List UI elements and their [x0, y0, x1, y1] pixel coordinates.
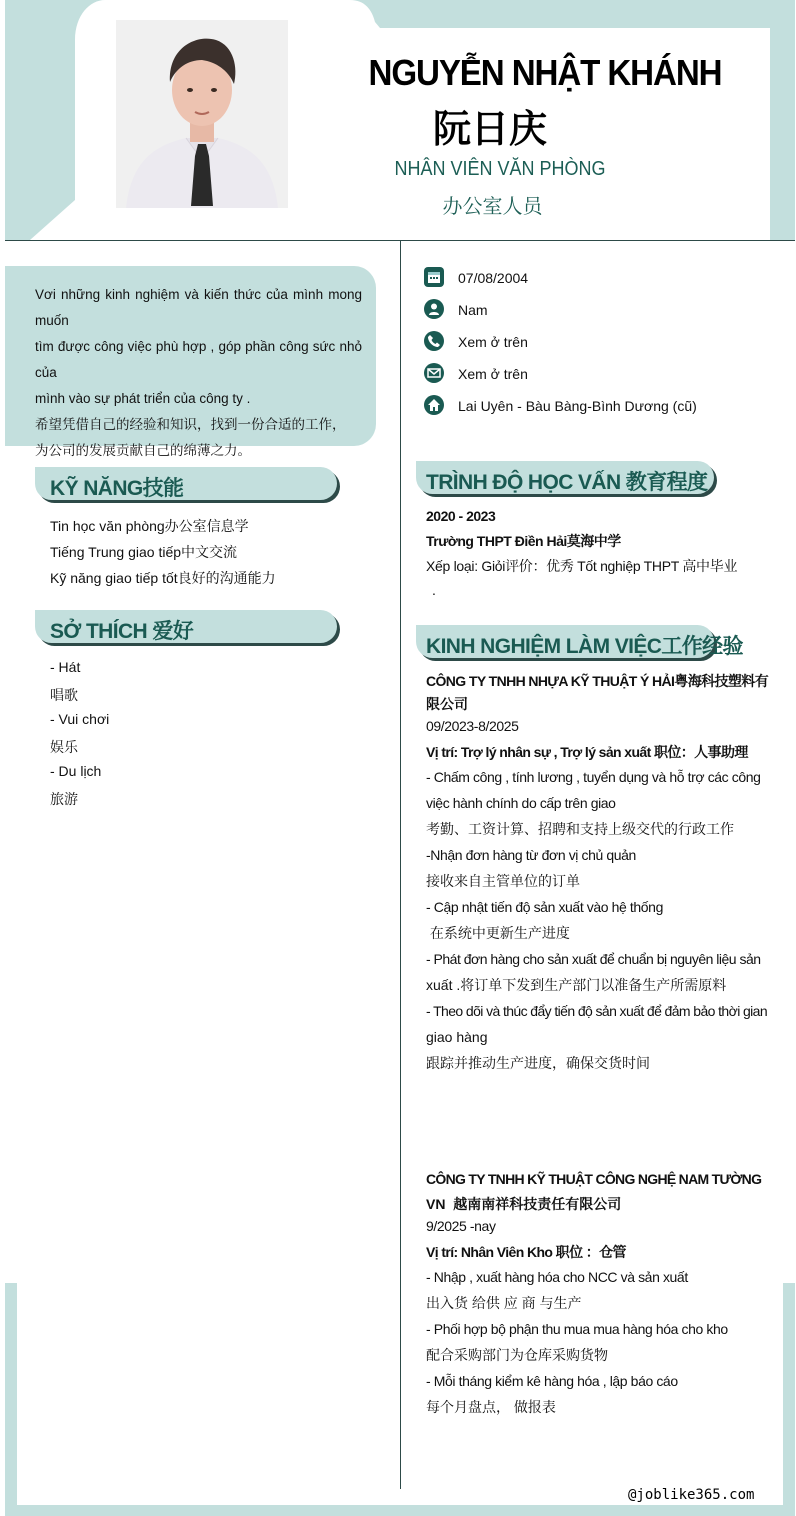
duty-line: 配合采购部门为仓库采购货物 — [426, 1347, 608, 1363]
hobby-item: - Hát — [50, 659, 81, 675]
duty-line: - Phối hợp bộ phận thu mua mua hàng hóa cho kho — [426, 1321, 728, 1337]
duty-line: - Cập nhật tiến độ sản xuất vào hệ thống — [426, 899, 663, 915]
hobby-item: 娱乐 — [50, 739, 78, 755]
education-school: Trường THPT Điền Hải莫海中学 — [426, 533, 621, 549]
candidate-name-vn: NGUYỄN NHẬT KHÁNH — [368, 52, 722, 93]
frame-right — [783, 1283, 795, 1516]
skill-item: Kỹ năng giao tiếp tốt良好的沟通能力 — [50, 570, 276, 586]
calendar-icon — [424, 267, 444, 287]
duty-line: 出入货 给供 应 商 与生产 — [426, 1295, 582, 1311]
summary-line: 为公司的发展贡献自己的绵薄之力。 — [35, 443, 251, 458]
column-divider — [400, 241, 401, 1489]
birthday-value: 07/08/2004 — [458, 270, 529, 286]
job-title-vn: NHÂN VIÊN VĂN PHÒNG — [394, 158, 606, 180]
duty-line: việc hành chính do cấp trên giao — [426, 795, 616, 811]
summary-line: 希望凭借自己的经验和知识，找到一份合适的工作， — [35, 417, 346, 432]
duty-line: 考勤、工资计算、招聘和支持上级交代的行政工作 — [426, 821, 734, 837]
education-grade: Xếp loại: Giỏi评价：优秀 Tốt nghiệp THPT 高中毕业 — [426, 558, 738, 574]
job2-company: CÔNG TY TNHH KỸ THUẬT CÔNG NGHỆ NAM TƯỜNG — [426, 1171, 762, 1187]
hobby-item: 唱歌 — [50, 687, 78, 703]
hobbies-heading: SỞ THÍCH 爱好 — [50, 620, 194, 643]
duty-line: 跟踪并推动生产进度，确保交货时间 — [426, 1055, 650, 1071]
duty-line: - Phát đơn hàng cho sản xuất để chuẩn bị nguyên liệu sản — [426, 951, 761, 967]
education-dot: . — [432, 582, 436, 598]
frame-bottom — [5, 1505, 795, 1516]
candidate-name-cn: 阮日庆 — [432, 109, 547, 151]
hobby-item: - Vui chơi — [50, 711, 110, 727]
duty-line: 在系统中更新生产进度 — [426, 925, 570, 941]
frame-left — [5, 1283, 17, 1516]
job1-position: Vị trí: Trợ lý nhân sự , Trợ lý sản xuất 职位：人事助理 — [426, 744, 748, 760]
experience-heading: KINH NGHIỆM LÀM VIỆC工作经验 — [426, 635, 743, 658]
job1-period: 09/2023-8/2025 — [426, 718, 519, 734]
summary-line: tìm được công việc phù hợp , góp phần công sức nhỏ của — [35, 339, 362, 380]
profile-photo — [116, 20, 288, 208]
duty-line: 每个月盘点， 做报表 — [426, 1399, 556, 1415]
skill-item: Tin học văn phòng办公室信息学 — [50, 518, 249, 534]
job2-period: 9/2025 -nay — [426, 1218, 496, 1234]
watermark: @joblike365.com — [628, 1487, 755, 1503]
job1-company: CÔNG TY TNHH NHỰA KỸ THUẬT Ý HẢI粤海科技塑料有 — [426, 673, 769, 689]
duty-line: - Chấm công , tính lương , tuyển dụng và hỗ trợ các công — [426, 769, 761, 785]
summary-line: Vơi những kinh nghiệm và kiến thức của mình mong muốn — [35, 287, 362, 328]
duty-line: - Mỗi tháng kiểm kê hàng hóa , lập báo cáo — [426, 1373, 678, 1389]
duty-line: -Nhận đơn hàng từ đơn vị chủ quản — [426, 847, 636, 863]
hobby-item: - Du lịch — [50, 763, 102, 779]
skill-item: Tiếng Trung giao tiếp中文交流 — [50, 544, 238, 560]
person-icon — [424, 299, 444, 319]
job1-duties — [426, 764, 768, 1076]
address-value: Lai Uyên - Bàu Bàng-Bình Dương (cũ) — [458, 398, 697, 414]
job-title-cn: 办公室人员 — [442, 196, 543, 218]
hobby-item: 旅游 — [50, 791, 78, 807]
duty-line: - Nhập , xuất hàng hóa cho NCC và sản xuất — [426, 1269, 688, 1285]
summary-line: mình vào sự phát triển của công ty . — [35, 391, 251, 406]
duty-line: xuất .将订单下发到生产部门以准备生产所需原料 — [426, 977, 727, 993]
duty-line: giao hàng — [426, 1029, 488, 1045]
education-heading: TRÌNH ĐỘ HỌC VẤN 教育程度 — [426, 471, 708, 494]
summary-text — [35, 282, 362, 464]
education-years: 2020 - 2023 — [426, 508, 496, 524]
phone-icon — [424, 331, 444, 351]
phone-value: Xem ở trên — [458, 334, 528, 350]
email-value: Xem ở trên — [458, 366, 528, 382]
job1-company-cont: 限公司 — [426, 696, 468, 712]
envelope-icon — [424, 363, 444, 383]
job2-company-cont: VN 越南南祥科技责任有限公司 — [426, 1196, 622, 1212]
duty-line: 接收来自主管单位的订单 — [426, 873, 580, 889]
duty-line: - Theo dõi và thúc đẩy tiến độ sản xuất để đảm bảo thời gian — [426, 1003, 768, 1019]
home-icon — [424, 395, 444, 415]
job2-duties — [426, 1264, 752, 1420]
gender-value: Nam — [458, 302, 488, 318]
skills-heading: KỸ NĂNG技能 — [50, 477, 184, 500]
job2-position: Vị trí: Nhân Viên Kho 职位 ：仓管 — [426, 1244, 626, 1260]
